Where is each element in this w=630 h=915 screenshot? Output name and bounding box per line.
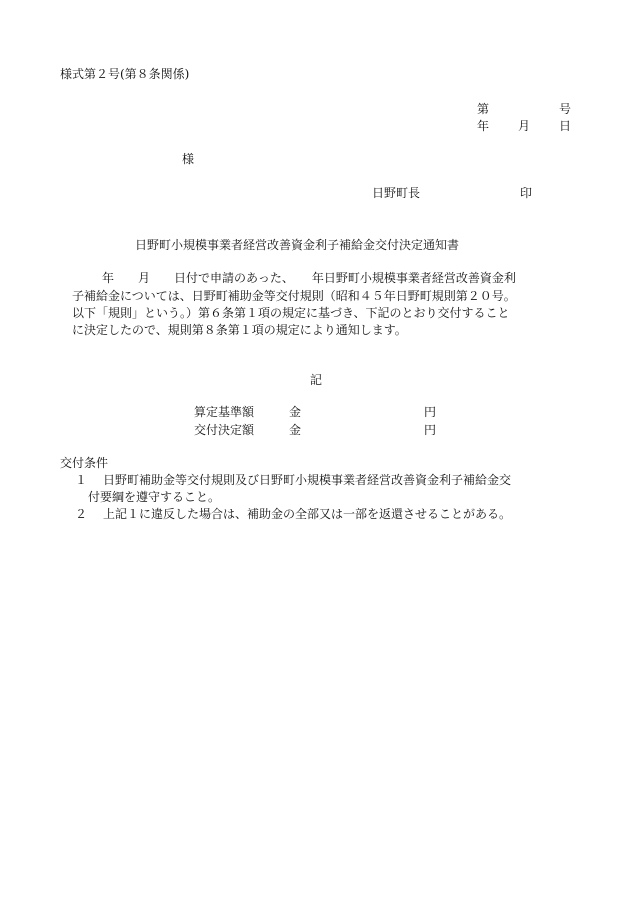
date-day: 日 <box>559 119 572 133</box>
issuer-title: 日野町長 <box>372 186 421 200</box>
conditions-heading: 交付条件 <box>60 456 109 470</box>
form-id: 様式第２号(第８条関係) <box>60 67 190 81</box>
amount-currency: 金 <box>289 405 302 419</box>
condition-text: 日野町補助金等交付規則及び日野町小規模事業者経営改善資金利子補給金交 <box>103 473 512 487</box>
date-month: 月 <box>518 119 531 133</box>
issuer-seal: 印 <box>520 186 533 200</box>
date-year: 年 <box>477 119 490 133</box>
ki-heading: 記 <box>310 373 323 387</box>
condition-number: １ <box>75 473 88 487</box>
body-line: に決定したので、規則第８条第１項の規定により通知します。 <box>72 323 407 337</box>
amount-label: 交付決定額 <box>194 423 255 437</box>
condition-text: 上記１に違反した場合は、補助金の全部又は一部を返還させることがある。 <box>103 507 512 521</box>
amount-label: 算定基準額 <box>194 405 255 419</box>
body-line: 子補給金については、日野町補助金等交付規則（昭和４５年日野町規則第２０号。 <box>72 289 516 303</box>
body-line: 年 月 日付で申請のあった、 年日野町小規模事業者経営改善資金利 <box>102 271 516 285</box>
condition-number: ２ <box>75 507 88 521</box>
condition-text: 付要綱を遵守すること。 <box>88 490 221 504</box>
doc-number-prefix: 第 <box>477 102 490 116</box>
amount-unit: 円 <box>424 423 437 437</box>
body-line: 以下「規則」という。）第６条第１項の規定に基づき、下記のとおり交付すること <box>72 306 510 320</box>
addressee-suffix: 様 <box>182 152 195 166</box>
document-title: 日野町小規模事業者経営改善資金利子補給金交付決定通知書 <box>135 238 460 252</box>
amount-currency: 金 <box>289 423 302 437</box>
amount-unit: 円 <box>424 405 437 419</box>
doc-number-suffix: 号 <box>559 102 572 116</box>
